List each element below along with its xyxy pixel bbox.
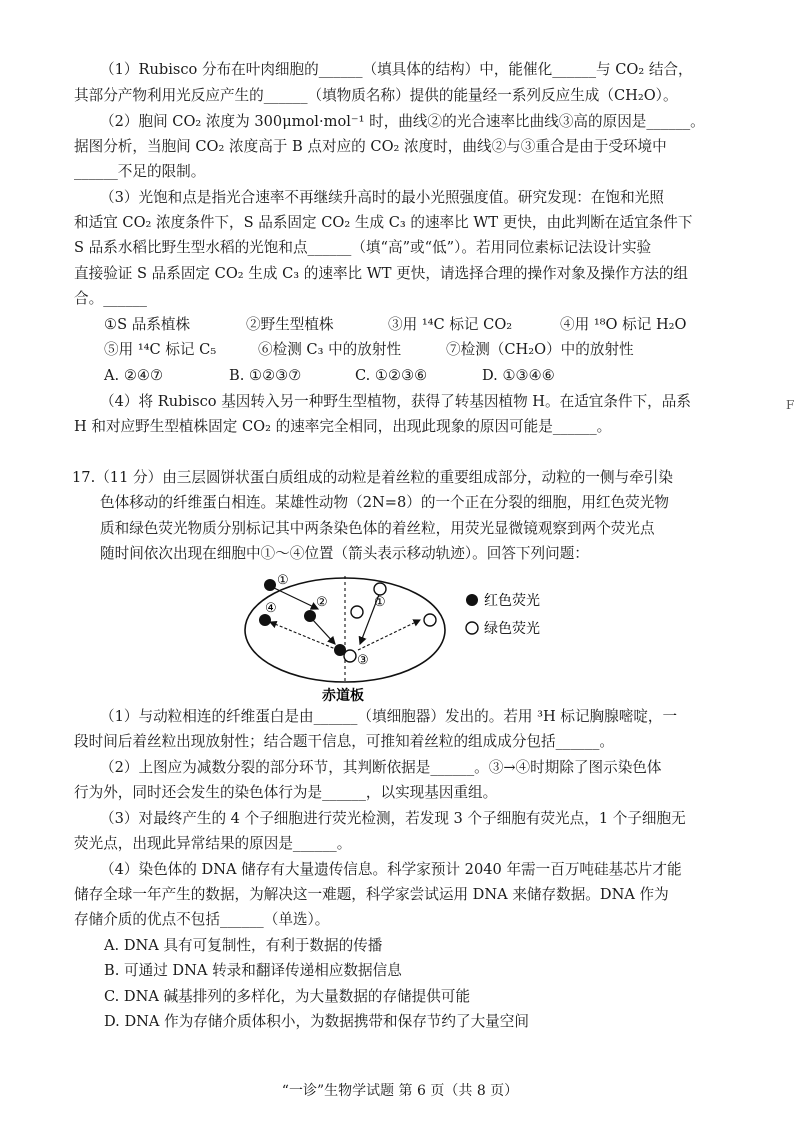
- q17-part2-line1: （2）上图应为减数分裂的部分环节，其判断依据是______。③→④时期除了图示染色体: [100, 759, 662, 776]
- q17-stem-line1: 17.（11 分）由三层圆饼状蛋白质组成的动粒是着丝粒的重要组成部分，动粒的一侧与牵引染: [72, 469, 673, 486]
- arrow-red-1-2: [272, 587, 318, 609]
- legend-green-dot: [466, 622, 478, 634]
- q16-choice-d: D. ①③④⑥: [482, 367, 555, 384]
- q17-part1-line1: （1）与动粒相连的纤维蛋白是由______（填细胞器）发出的。若用 ³H 标记胸腺嘧啶，一: [100, 708, 678, 725]
- q17-option-c: C. DNA 碱基排列的多样化，为大量数据的存储提供可能: [104, 988, 471, 1005]
- q16-item-3: ③用 ¹⁴C 标记 CO₂: [388, 316, 513, 333]
- red-dot-2: [304, 610, 316, 622]
- label-red-1: ①: [277, 573, 289, 588]
- label-red-4: ④: [265, 601, 277, 616]
- q16-item-2: ②野生型植株: [246, 316, 334, 333]
- green-dot-3: [344, 650, 356, 662]
- q17-option-d: D. DNA 作为存储介质体积小，为数据携带和保存节约了大量空间: [104, 1013, 529, 1030]
- q16-part4-line1: （4）将 Rubisco 基因转入另一种野生型植物，获得了转基因植物 H。在适宜条件下，品系: [100, 393, 691, 410]
- legend-red-label: 红色荧光: [484, 593, 540, 609]
- q17-part4-line3: 存储介质的优点不包括______（单选）。: [74, 911, 330, 928]
- q17-part3-line1: （3）对最终产生的 4 个子细胞进行荧光检测，若发现 3 个子细胞有荧光点，1 个子细胞无: [100, 810, 686, 827]
- q16-item-4: ④用 ¹⁸O 标记 H₂O: [560, 316, 687, 333]
- q16-part4-line2: H 和对应野生型植株固定 CO₂ 的速率完全相同，出现此现象的原因可能是______。: [74, 418, 612, 435]
- red-dot-1: [264, 579, 276, 591]
- q16-item-5: ⑤用 ¹⁴C 标记 C₅: [104, 341, 217, 358]
- arrow-red-2-3: [312, 619, 335, 644]
- legend-red-dot: [466, 594, 478, 606]
- q17-option-b: B. 可通过 DNA 转录和翻译传递相应数据信息: [104, 962, 402, 979]
- label-red-2: ②: [316, 595, 328, 610]
- label-green-3: ③: [357, 653, 369, 668]
- q16-choice-a: A. ②④⑦: [104, 367, 164, 384]
- chromosome-movement-diagram: [240, 572, 570, 704]
- q16-part3-line3: S 品系水稻比野生型水稻的光饱和点______（填“高”或“低”）。若用同位素标记法设计实验: [74, 239, 652, 256]
- q16-part2-line1: （2）胞间 CO₂ 浓度为 300μmol·mol⁻¹ 时，曲线②的光合速率比曲线③高的原因是______。: [100, 113, 705, 130]
- q16-choice-b: B. ①②③⑦: [229, 367, 302, 384]
- q17-part4-line2: 储存全球一年产生的数据，为解决这一难题，科学家尝试运用 DNA 来储存数据。DNA 作为: [74, 886, 669, 903]
- q16-part2-line3: ______不足的限制。: [74, 163, 206, 180]
- q17-stem-line3: 质和绿色荧光物质分别标记其中两条染色体的着丝粒，用荧光显微镜观察到两个荧光点: [100, 520, 655, 537]
- green-dot-2: [351, 606, 363, 618]
- q17-part4-line1: （4）染色体的 DNA 储存有大量遗传信息。科学家预计 2040 年需一百万吨硅基芯片才能: [100, 861, 682, 878]
- page-footer: “一诊”生物学试题 第 6 页（共 8 页）: [281, 1083, 519, 1099]
- q17-part1-line2: 段时间后着丝粒出现放射性；结合题干信息，可推知着丝粒的组成成分包括______。: [74, 733, 614, 750]
- q16-part3-line2: 和适宜 CO₂ 浓度条件下，S 品系固定 CO₂ 生成 C₃ 的速率比 WT 更快，由此判断在适宜条件下: [74, 214, 693, 231]
- q17-stem-line2: 色体移动的纤维蛋白相连。某雄性动物（2N=8）的一个正在分裂的细胞，用红色荧光物: [100, 494, 669, 511]
- edge-mark: F: [786, 398, 795, 412]
- q17-stem-line4: 随时间依次出现在细胞中①～④位置（箭头表示移动轨迹）。回答下列问题：: [100, 545, 589, 562]
- q17-part2-line2: 行为外，同时还会发生的染色体行为是______，以实现基因重组。: [74, 784, 498, 801]
- q17-option-a: A. DNA 具有可复制性，有利于数据的传播: [104, 937, 383, 954]
- green-dot-1: [374, 583, 386, 595]
- q16-part3-line1: （3）光饱和点是指光合速率不再继续升高时的最小光照强度值。研究发现：在饱和光照: [100, 189, 664, 206]
- q16-item-7: ⑦检测（CH₂O）中的放射性: [446, 341, 634, 358]
- q16-part3-line4: 直接验证 S 品系固定 CO₂ 生成 C₃ 的速率比 WT 更快，请选择合理的操作对象及操作方法的组: [74, 265, 689, 282]
- q16-part1-line1: （1）Rubisco 分布在叶肉细胞的______（填具体的结构）中，能催化______与 CO₂ 结合，: [100, 61, 693, 78]
- q16-choice-c: C. ①②③⑥: [355, 367, 428, 384]
- q16-part3-line5: 合。______: [74, 290, 147, 307]
- legend-green-label: 绿色荧光: [484, 621, 540, 637]
- diagram-svg: [240, 572, 570, 704]
- q17-part3-line2: 荧光点，出现此异常结果的原因是______。: [74, 835, 352, 852]
- q16-part1-line2: 其部分产物利用光反应产生的______（填物质名称）提供的能量经一系列反应生成（CH₂O）。: [74, 87, 678, 104]
- q16-item-6: ⑥检测 C₃ 中的放射性: [258, 341, 402, 358]
- equatorial-plate-label: 赤道板: [322, 688, 364, 704]
- q16-item-1: ①S 品系植株: [104, 316, 191, 333]
- label-green-1: ①: [374, 595, 386, 610]
- green-dot-4: [424, 614, 436, 626]
- q16-part2-line2: 据图分析，当胞间 CO₂ 浓度高于 B 点对应的 CO₂ 浓度时，曲线②与③重合是由于受环境中: [74, 138, 667, 155]
